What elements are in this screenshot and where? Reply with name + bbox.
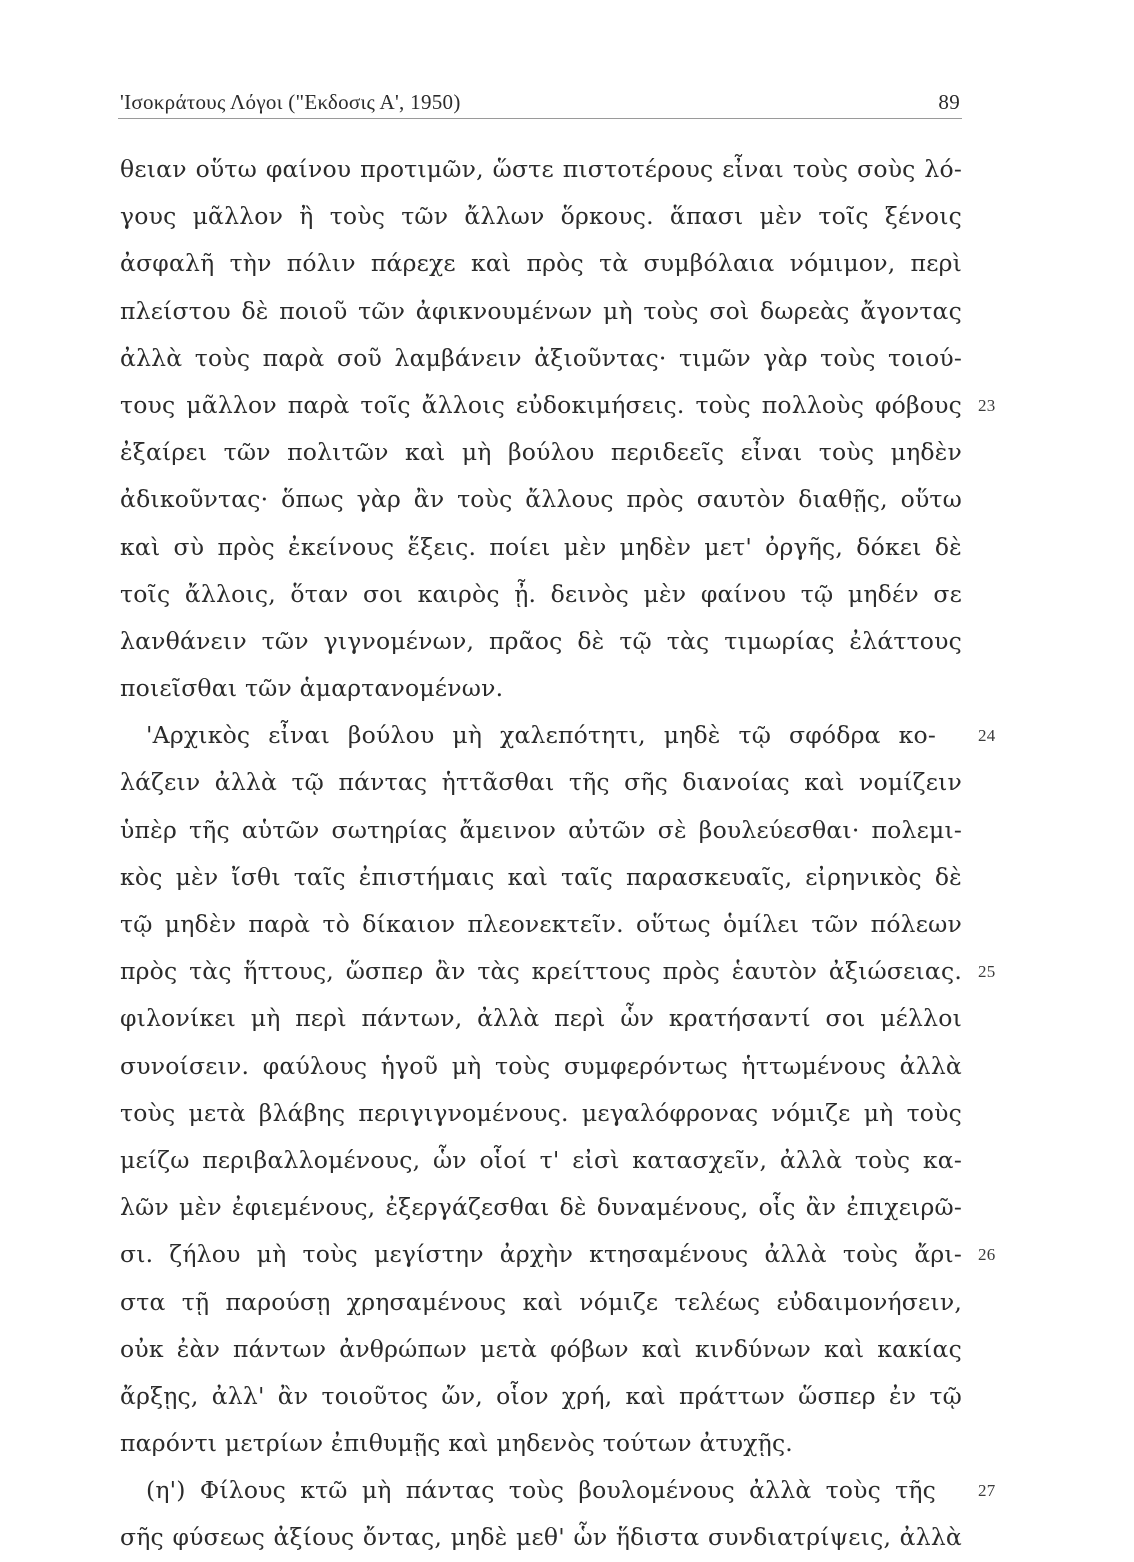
line-text: ἀσφαλῆ τὴν πόλιν πάρεχε καὶ πρὸς τὰ συμβόλαια νόμιμον, περὶ [120, 249, 962, 278]
text-line [120, 854, 962, 901]
text-line [120, 1184, 962, 1231]
line-text: στα τῇ παρούσῃ χρησαμένους καὶ νόμιζε τελέως εὐδαιμονήσειν, [120, 1287, 962, 1316]
line-text: ἀλλὰ τοὺς παρὰ σοῦ λαμβάνειν ἀξιοῦντας· τιμῶν γὰρ τοὺς τοιού- [120, 343, 962, 372]
running-title: 'Ισοκράτους Λόγοι ("Εκδοσις Α', 1950) [120, 90, 461, 114]
header-rule [118, 118, 962, 119]
text-line [120, 382, 996, 429]
text-line [120, 1326, 962, 1373]
line-text: τοῖς ἄλλοις, ὅταν σοι καιρὸς ᾖ. δεινὸς μὲν φαίνου τῷ μηδέν σε [120, 579, 962, 608]
line-text: ἐξαίρει τῶν πολιτῶν καὶ μὴ βούλου περιδεεῖς εἶναι τοὺς μηδὲν [120, 438, 962, 467]
paragraph-start-line [120, 1467, 996, 1514]
text-line [120, 665, 962, 712]
text-line [120, 807, 962, 854]
text-line [120, 948, 996, 995]
line-text: φιλονίκει μὴ περὶ πάντων, ἀλλὰ περὶ ὧν κρατήσαντί σοι μέλλοι [120, 1004, 962, 1033]
line-text: οὐκ ἐὰν πάντων ἀνθρώπων μετὰ φόβων καὶ κινδύνων καὶ κακίας [120, 1334, 962, 1363]
text-line [120, 1514, 962, 1561]
text-line [120, 995, 962, 1042]
text-line [120, 618, 962, 665]
text-line [120, 240, 962, 287]
section-number: 26 [978, 1245, 996, 1265]
text-line [120, 1420, 962, 1467]
section-number: 23 [978, 395, 996, 415]
line-text: καὶ σὺ πρὸς ἐκείνους ἕξεις. ποίει μὲν μηδὲν μετ' ὀργῆς, δόκει δὲ [120, 532, 962, 561]
text-line [120, 1090, 962, 1137]
line-text: σῆς φύσεως ἀξίους ὄντας, μηδὲ μεθ' ὧν ἥδιστα συνδιατρίψεις, ἀλλὰ [120, 1523, 962, 1552]
text-line [120, 1137, 962, 1184]
body-text [120, 146, 996, 1562]
line-text: ὑπὲρ τῆς αὑτῶν σωτηρίας ἄμεινον αὐτῶν σὲ βουλεύεσθαι· πολεμι- [120, 815, 962, 844]
text-line [120, 193, 962, 240]
line-text: ἀδικοῦντας· ὅπως γὰρ ἂν τοὺς ἄλλους πρὸς σαυτὸν διαθῇς, οὕτω [120, 485, 962, 514]
line-text: τους μᾶλλον παρὰ τοῖς ἄλλοις εὐδοκιμήσεις. τοὺς πολλοὺς φόβους [120, 390, 962, 419]
line-text: ἄρξῃς, ἀλλ' ἂν τοιοῦτος ὤν, οἷον χρή, καὶ πράττων ὥσπερ ἐν τῷ [120, 1381, 962, 1410]
line-text: σι. ζήλου μὴ τοὺς μεγίστην ἀρχὴν κτησαμένους ἀλλὰ τοὺς ἄρι- [120, 1240, 962, 1269]
line-text: παρόντι μετρίων ἐπιθυμῇς καὶ μηδενὸς τούτων ἀτυχῇς. [120, 1429, 793, 1458]
line-text: 'Αρχικὸς εἶναι βούλου μὴ χαλεπότητι, μηδὲ τῷ σφόδρα κο- [146, 721, 936, 750]
text-line [120, 901, 962, 948]
page-number: 89 [938, 90, 960, 114]
text-line [120, 1373, 962, 1420]
line-text: κὸς μὲν ἴσθι ταῖς ἐπιστήμαις καὶ ταῖς παρασκευαῖς, εἰρηνικὸς δὲ [120, 862, 962, 891]
section-number: 24 [978, 726, 996, 746]
running-header [120, 90, 960, 120]
line-text: θειαν οὕτω φαίνου προτιμῶν, ὥστε πιστοτέρους εἶναι τοὺς σοὺς λό- [120, 155, 962, 183]
line-text: μείζω περιβαλλομένους, ὧν οἷοί τ' εἰσὶ κατασχεῖν, ἀλλὰ τοὺς κα- [120, 1145, 962, 1174]
line-text: λάζειν ἀλλὰ τῷ πάντας ἡττᾶσθαι τῆς σῆς διανοίας καὶ νομίζειν [120, 768, 962, 797]
text-line [120, 571, 962, 618]
line-text: λῶν μὲν ἐφιεμένους, ἐξεργάζεσθαι δὲ δυναμένους, οἷς ἂν ἐπιχειρῶ- [120, 1193, 962, 1222]
line-text: ποιεῖσθαι τῶν ἁμαρτανομένων. [120, 674, 504, 703]
line-text: (η') Φίλους κτῶ μὴ πάντας τοὺς βουλομένους ἀλλὰ τοὺς τῆς [146, 1476, 936, 1505]
line-text: λανθάνειν τῶν γιγνομένων, πρᾶος δὲ τῷ τὰς τιμωρίας ἐλάττους [120, 626, 962, 655]
text-line [120, 288, 962, 335]
section-number: 25 [978, 962, 996, 982]
text-line [120, 1231, 996, 1278]
text-line [120, 429, 962, 476]
text-line [120, 335, 962, 382]
text-line [120, 1043, 962, 1090]
text-line [120, 476, 962, 523]
paragraph-start-line [120, 712, 996, 759]
line-text: πρὸς τὰς ἥττους, ὥσπερ ἂν τὰς κρείττους πρὸς ἑαυτὸν ἀξιώσειας. [120, 957, 962, 986]
line-text: τῷ μηδὲν παρὰ τὸ δίκαιον πλεονεκτεῖν. οὕτως ὁμίλει τῶν πόλεων [120, 910, 962, 938]
line-text: γους μᾶλλον ἢ τοὺς τῶν ἄλλων ὅρκους. ἅπασι μὲν τοῖς ξένοις [120, 202, 962, 231]
line-text: συνοίσειν. φαύλους ἡγοῦ μὴ τοὺς συμφερόντως ἡττωμένους ἀλλὰ [120, 1051, 962, 1080]
text-line [120, 146, 962, 193]
section-number: 27 [978, 1481, 996, 1501]
text-line [120, 524, 962, 571]
line-text: πλείστου δὲ ποιοῦ τῶν ἀφικνουμένων μὴ τοὺς σοὶ δωρεὰς ἄγοντας [120, 296, 962, 325]
line-text: τοὺς μετὰ βλάβης περιγιγνομένους. μεγαλόφρονας νόμιζε μὴ τοὺς [120, 1098, 962, 1127]
text-line [120, 1279, 962, 1326]
text-line [120, 759, 962, 806]
